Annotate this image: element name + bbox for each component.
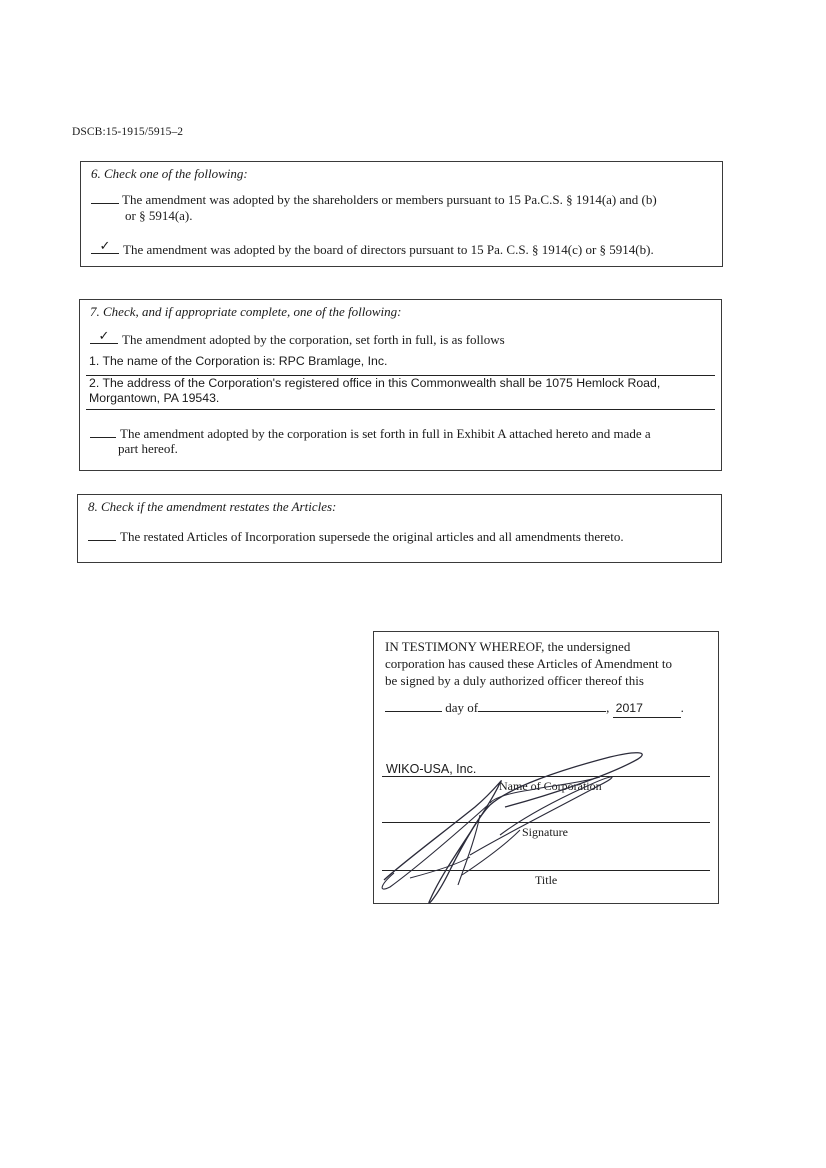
check-mark-icon: ✓: [98, 328, 110, 343]
date-period: .: [680, 700, 684, 715]
testimony-line-1: IN TESTIMONY WHEREOF, the undersigned: [385, 639, 631, 654]
section-6-option-a: [91, 192, 716, 208]
amendment-item-1: 1. The name of the Corporation is: RPC Bramlage, Inc.: [89, 354, 388, 368]
date-comma: ,: [606, 700, 610, 715]
section-6-option-b: [91, 239, 716, 258]
section-7-option-b-text: The amendment adopted by the corporation is set forth in full in Exhibit A attached hereto and made a: [120, 426, 651, 441]
section-7-option-a-text: The amendment adopted by the corporation, set forth in full, is as follows: [122, 332, 505, 347]
year-value: 2017: [615, 701, 643, 715]
check-mark-icon: ✓: [99, 238, 111, 253]
section-7-box: [79, 299, 722, 471]
amendment-divider: [86, 409, 715, 410]
section-6-box: [80, 161, 723, 267]
section-7-option-b-cont: part hereof.: [118, 441, 178, 456]
day-of-label: day of: [445, 700, 479, 715]
signature-label: Signature: [522, 825, 568, 839]
title-label: Title: [535, 873, 558, 887]
section-8-option-blank[interactable]: [88, 540, 116, 541]
section-8-title: 8. Check if the amendment restates the Articles:: [88, 499, 337, 514]
section-7-option-a-blank[interactable]: [90, 329, 118, 344]
section-7-option-a: [90, 329, 505, 348]
section-8-box: [77, 494, 722, 563]
section-6-option-a-text: The amendment was adopted by the shareholders or members pursuant to 15 Pa.C.S. § 1914(a) and (b): [122, 192, 657, 207]
document-id: DSCB:15-1915/5915–2: [72, 126, 184, 138]
year-field[interactable]: [613, 699, 681, 718]
testimony-line-2: corporation has caused these Articles of Amendment to: [385, 656, 673, 671]
section-7-title: 7. Check, and if appropriate complete, one of the following:: [90, 304, 402, 319]
section-7-option-b-blank[interactable]: [90, 437, 116, 438]
section-6-option-a-blank[interactable]: [91, 203, 119, 204]
section-7-option-b: [90, 426, 718, 442]
corporation-name-label: Name of Corporation: [499, 779, 602, 793]
day-blank[interactable]: [385, 711, 442, 712]
section-8-option-text: The restated Articles of Incorporation supersede the original articles and all amendments thereto.: [120, 529, 624, 544]
handwritten-signature: [370, 745, 660, 910]
section-6-option-b-text: The amendment was adopted by the board of directors pursuant to 15 Pa. C.S. § 1914(c) or § 5914(b).: [123, 242, 654, 257]
amendment-item-2-cont: Morgantown, PA 19543.: [89, 391, 220, 405]
amendment-item-2: 2. The address of the Corporation's registered office in this Commonwealth shall be 1075 Hemlock Road,: [89, 376, 661, 390]
section-6-title: 6. Check one of the following:: [91, 166, 248, 181]
corporation-name-value: WIKO-USA, Inc.: [386, 762, 477, 776]
date-line: [385, 699, 684, 718]
month-blank[interactable]: [478, 711, 606, 712]
section-8-option: [88, 529, 624, 545]
section-6-option-a-cont: or § 5914(a).: [125, 208, 193, 223]
testimony-line-3: be signed by a duly authorized officer thereof this: [385, 673, 644, 688]
section-6-option-b-blank[interactable]: [91, 239, 119, 254]
